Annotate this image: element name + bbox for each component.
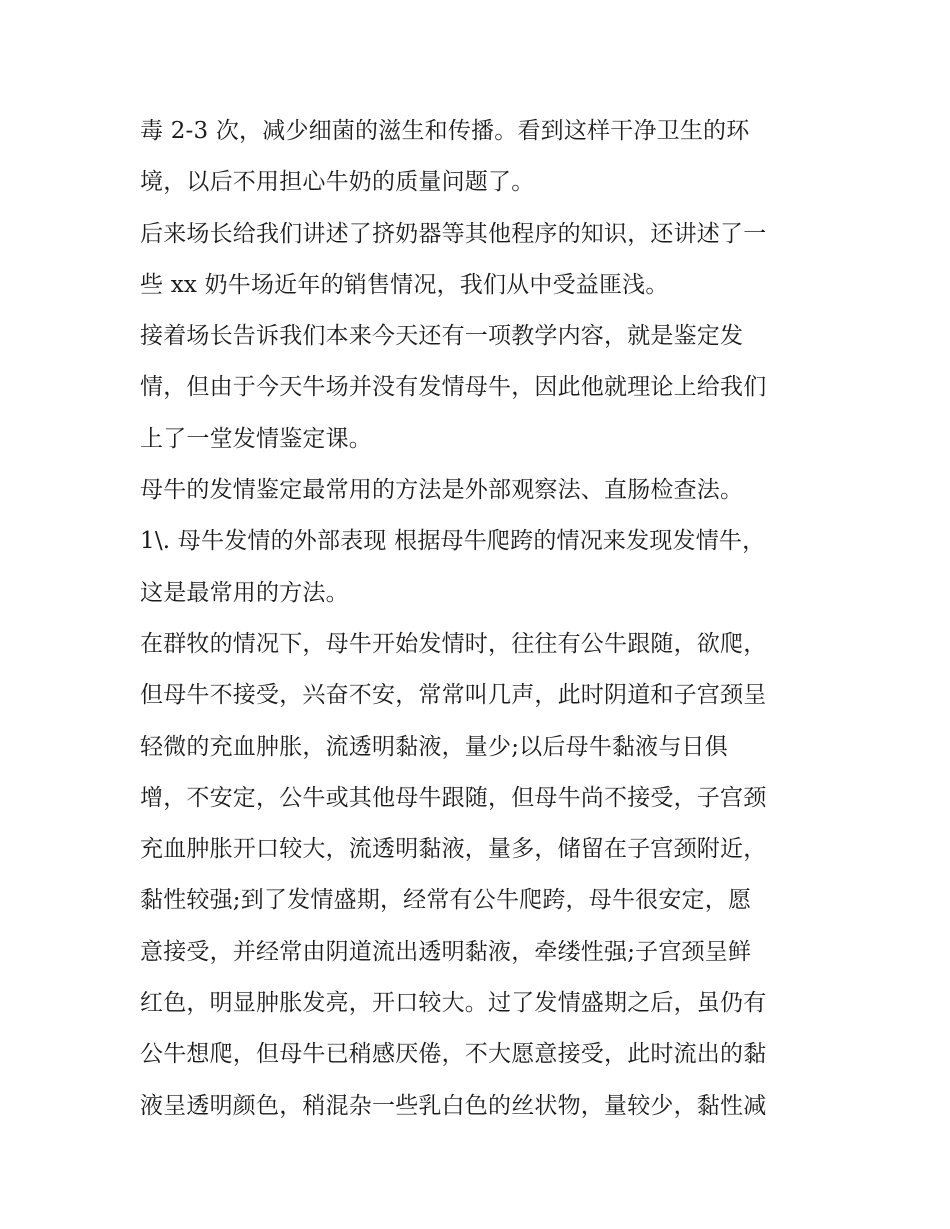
text-line: 后来场长给我们讲述了挤奶器等其他程序的知识，还讲述了一 bbox=[140, 220, 767, 247]
text-line: 上了一堂发情鉴定课。 bbox=[140, 425, 372, 452]
text-line: 毒 2-3 次，减少细菌的滋生和传播。看到这样干净卫生的环 bbox=[140, 118, 750, 144]
text-line: 境，以后不用担心牛奶的质量问题了。 bbox=[140, 169, 535, 196]
text-line: 红色，明显肿胀发亮，开口较大。过了发情盛期之后，虽仍有 bbox=[140, 990, 767, 1017]
text-line: 但母牛不接受，兴奋不安，常常叫几声，此时阴道和子宫颈呈 bbox=[140, 682, 767, 709]
text-line: 些 xx 奶牛场近年的销售情况，我们从中受益匪浅。 bbox=[140, 271, 669, 298]
document-body bbox=[140, 106, 812, 1132]
text-line: 液呈透明颜色，稍混杂一些乳白色的丝状物，量较少，黏性减 bbox=[140, 1092, 767, 1119]
text-line: 在群牧的情况下，母牛开始发情时，往往有公牛跟随，欲爬， bbox=[140, 630, 767, 657]
text-line: 公牛想爬，但母牛已稍感厌倦，不大愿意接受，此时流出的黏 bbox=[140, 1041, 767, 1068]
text-line: 黏性较强;到了发情盛期，经常有公牛爬跨，母牛很安定，愿 bbox=[140, 887, 752, 914]
text-line: 1\. 母牛发情的外部表现 根据母牛爬跨的情况来发现发情牛， bbox=[140, 528, 766, 555]
text-line: 这是最常用的方法。 bbox=[140, 579, 349, 606]
text-line: 轻微的充血肿胀，流透明黏液，量少;以后母牛黏液与日俱 bbox=[140, 733, 728, 760]
text-line: 情，但由于今天牛场并没有发情母牛，因此他就理论上给我们 bbox=[140, 374, 767, 401]
text-line: 增，不安定，公牛或其他母牛跟随，但母牛尚不接受，子宫颈 bbox=[140, 784, 767, 811]
text-line: 意接受，并经常由阴道流出透明黏液，牵缕性强;子宫颈呈鲜 bbox=[140, 938, 752, 965]
text-line: 母牛的发情鉴定最常用的方法是外部观察法、直肠检查法。 bbox=[140, 477, 744, 504]
text-line: 充血肿胀开口较大，流透明黏液，量多，储留在子宫颈附近， bbox=[140, 836, 767, 863]
text-line: 接着场长告诉我们本来今天还有一项教学内容，就是鉴定发 bbox=[140, 323, 744, 350]
